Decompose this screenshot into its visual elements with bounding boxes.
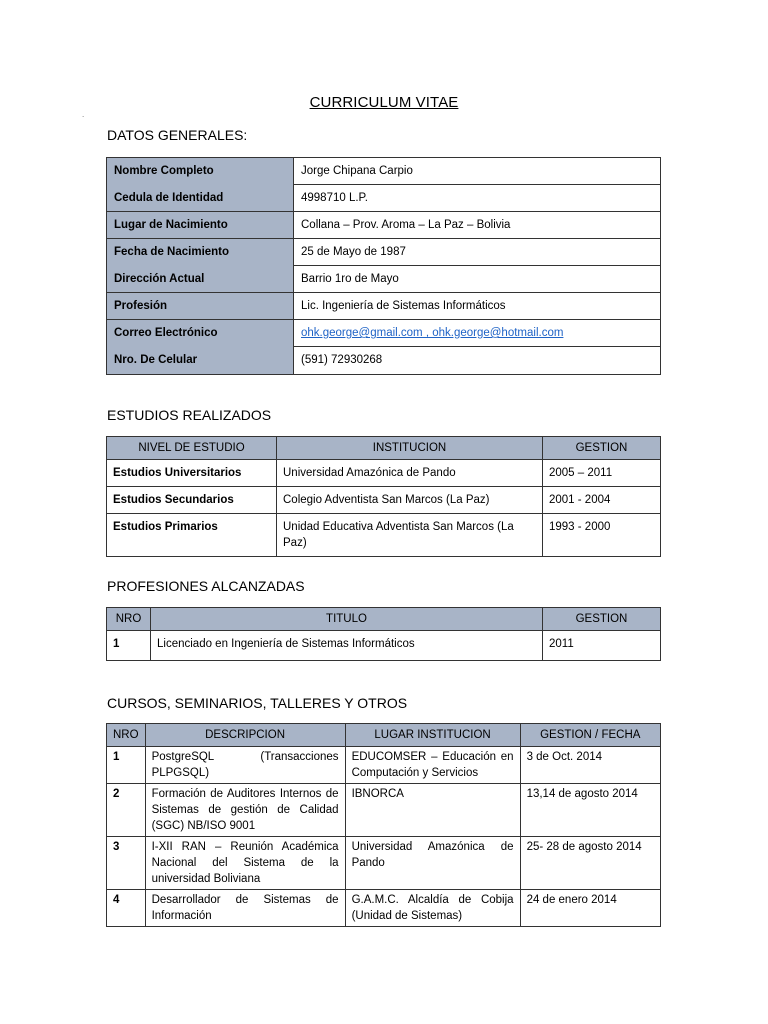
column-header: GESTION (543, 437, 661, 460)
table-row (107, 837, 661, 890)
value-cell: Collana – Prov. Aroma – La Paz – Bolivia (294, 212, 661, 239)
stray-mark: . (82, 110, 85, 119)
description-cell: PostgreSQL (Transacciones PLPGSQL) (145, 747, 345, 784)
label-cell: Cedula de Identidad (107, 185, 294, 212)
value-cell (294, 320, 661, 347)
institution-cell: Colegio Adventista San Marcos (La Paz) (277, 487, 543, 514)
number-cell: 3 (107, 837, 146, 890)
number-cell: 1 (107, 631, 151, 661)
period-cell: 2011 (543, 631, 661, 661)
column-header: DESCRIPCION (145, 724, 345, 747)
label-cell: Profesión (107, 293, 294, 320)
level-cell: Estudios Universitarios (107, 460, 277, 487)
general-data-table (106, 157, 661, 375)
label-cell: Nro. De Celular (107, 347, 294, 375)
institution-cell: G.A.M.C. Alcaldía de Cobija (Unidad de Sistemas) (345, 890, 520, 927)
studies-table (106, 436, 661, 557)
table-row (107, 460, 661, 487)
number-cell: 2 (107, 784, 146, 837)
table-row (107, 514, 661, 557)
value-cell: Jorge Chipana Carpio (294, 158, 661, 185)
label-cell: Dirección Actual (107, 266, 294, 293)
value-cell: Barrio 1ro de Mayo (294, 266, 661, 293)
table-header-row (107, 724, 661, 747)
label-cell: Fecha de Nacimiento (107, 239, 294, 266)
value-cell: 4998710 L.P. (294, 185, 661, 212)
table-row (107, 293, 661, 320)
section-studies-heading: ESTUDIOS REALIZADOS (107, 407, 272, 423)
date-cell: 24 de enero 2014 (520, 890, 660, 927)
period-cell: 2005 – 2011 (543, 460, 661, 487)
description-cell: Desarrollador de Sistemas de Información (145, 890, 345, 927)
institution-cell: Unidad Educativa Adventista San Marcos (La Paz) (277, 514, 543, 557)
period-cell: 1993 - 2000 (543, 514, 661, 557)
label-cell: Lugar de Nacimiento (107, 212, 294, 239)
table-row (107, 158, 661, 185)
institution-cell: Universidad Amazónica de Pando (345, 837, 520, 890)
level-cell: Estudios Primarios (107, 514, 277, 557)
table-row (107, 320, 661, 347)
table-row (107, 747, 661, 784)
table-row (107, 347, 661, 375)
courses-table (106, 723, 661, 927)
institution-cell: EDUCOMSER – Educación en Computación y Servicios (345, 747, 520, 784)
date-cell: 13,14 de agosto 2014 (520, 784, 660, 837)
column-header: NIVEL DE ESTUDIO (107, 437, 277, 460)
label-cell: Correo Electrónico (107, 320, 294, 347)
page-title: CURRICULUM VITAE (309, 94, 459, 111)
description-cell: Formación de Auditores Internos de Sistemas de gestión de Calidad (SGC) NB/ISO 9001 (145, 784, 345, 837)
table-row (107, 890, 661, 927)
table-row (107, 212, 661, 239)
table-row (107, 631, 661, 661)
level-cell: Estudios Secundarios (107, 487, 277, 514)
value-cell: 25 de Mayo de 1987 (294, 239, 661, 266)
institution-cell: Universidad Amazónica de Pando (277, 460, 543, 487)
number-cell: 4 (107, 890, 146, 927)
section-professions-heading: PROFESIONES ALCANZADAS (107, 578, 305, 594)
email-link[interactable]: ohk.george@gmail.com , ohk.george@hotmail.com (301, 327, 564, 339)
date-cell: 3 de Oct. 2014 (520, 747, 660, 784)
title-cell: Licenciado en Ingeniería de Sistemas Informáticos (151, 631, 543, 661)
number-cell: 1 (107, 747, 146, 784)
table-row (107, 266, 661, 293)
column-header: INSTITUCION (277, 437, 543, 460)
section-general-heading: DATOS GENERALES: (107, 127, 248, 143)
column-header: NRO (107, 724, 146, 747)
column-header: LUGAR INSTITUCION (345, 724, 520, 747)
value-cell: (591) 72930268 (294, 347, 661, 375)
table-row (107, 185, 661, 212)
table-row (107, 239, 661, 266)
description-cell: I-XII RAN – Reunión Académica Nacional del Sistema de la universidad Boliviana (145, 837, 345, 890)
professions-table (106, 607, 661, 661)
institution-cell: IBNORCA (345, 784, 520, 837)
section-courses-heading: CURSOS, SEMINARIOS, TALLERES Y OTROS (107, 695, 408, 711)
date-cell: 25- 28 de agosto 2014 (520, 837, 660, 890)
label-cell: Nombre Completo (107, 158, 294, 185)
value-cell: Lic. Ingeniería de Sistemas Informáticos (294, 293, 661, 320)
column-header: GESTION / FECHA (520, 724, 660, 747)
table-row (107, 784, 661, 837)
period-cell: 2001 - 2004 (543, 487, 661, 514)
table-header-row (107, 608, 661, 631)
table-row (107, 487, 661, 514)
column-header: GESTION (543, 608, 661, 631)
column-header: TITULO (151, 608, 543, 631)
column-header: NRO (107, 608, 151, 631)
table-header-row (107, 437, 661, 460)
